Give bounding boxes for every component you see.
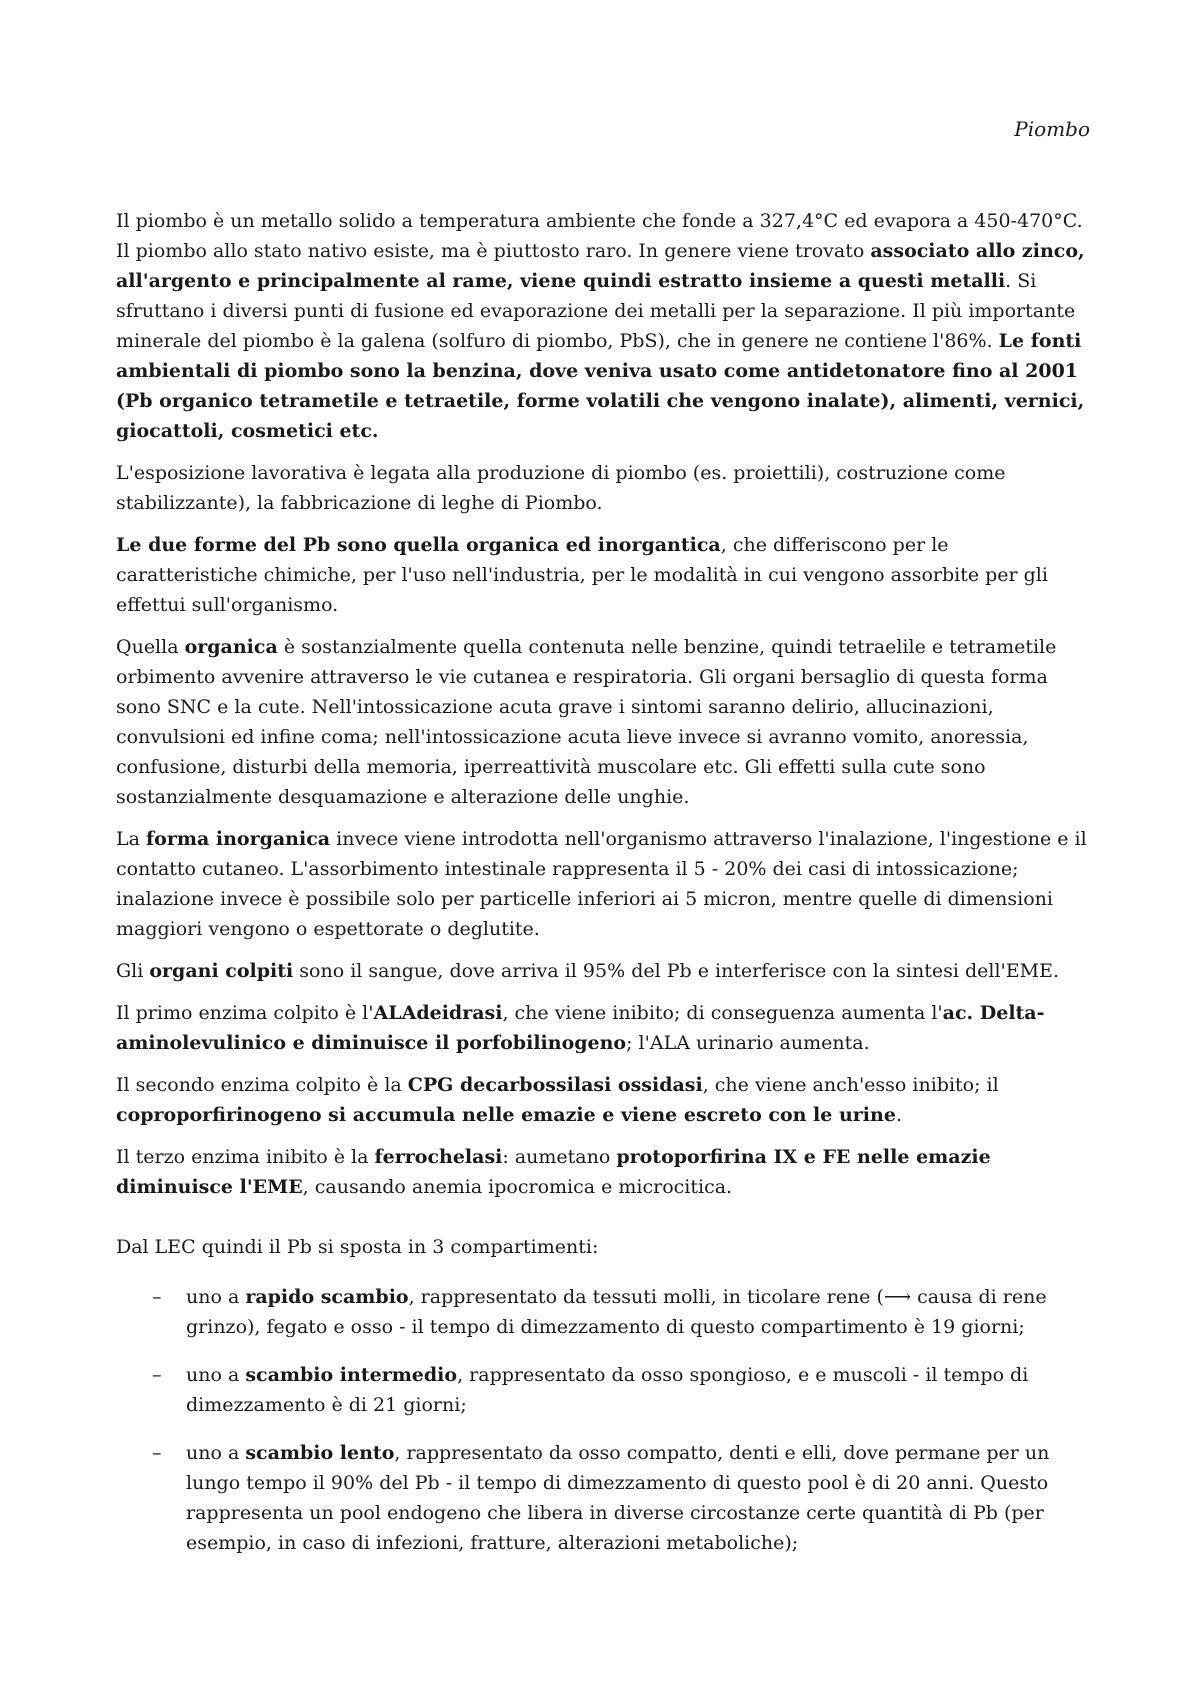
text-run: , causando anemia ipocromica e microcitica.	[302, 1176, 733, 1198]
paragraph-second-enzyme	[116, 1070, 1096, 1130]
bold-run: scambio intermedio	[245, 1364, 458, 1386]
document-body	[116, 206, 1096, 1576]
text-run: invece viene introdotta nell'organismo attraverso l'inalazione, l'ingestione e il contatto cutaneo. L'assorbimento intestinale rappresenta il 5 - 20% dei casi di intossicazione; inalazione invece è possibile solo per particelle inferiori ai 5 micron, mentre quelle di dimensioni maggiori vengono o espettorate o deglutite.	[116, 828, 1087, 940]
paragraph-first-enzyme	[116, 998, 1096, 1058]
text-run: Il piombo è un metallo solido a temperatura ambiente che fonde a 327,4°C ed evapora a 450-470°C. Il piombo allo stato nativo esiste, ma è piuttosto raro. In genere viene trovato	[116, 210, 1083, 262]
paragraph-intro	[116, 206, 1096, 446]
bold-run: rapido scambio	[245, 1286, 409, 1308]
bold-run: ALAdeidrasi	[373, 1002, 503, 1024]
list-item	[116, 1282, 1096, 1342]
bold-run: protoporfirina IX e FE nelle emazie diminuisce l'EME	[116, 1146, 991, 1198]
list-item	[116, 1360, 1096, 1420]
text-run: : aumetano	[502, 1146, 617, 1168]
text-run: , che differiscono per le caratteristiche chimiche, per l'uso nell'industria, per le modalità in cui vengono assorbite per gli effettui sull'organismo.	[116, 534, 1048, 616]
bold-run: scambio lento	[245, 1442, 395, 1464]
bold-run: CPG decarbossilasi ossidasi	[407, 1074, 703, 1096]
text-run: Quella	[116, 636, 185, 658]
text-run: , rappresentato da osso compatto, denti e elli, dove permane per un lungo tempo il 90% del Pb - il tempo di dimezzamento di questo pool è di 20 anni. Questo rappresenta un pool endogeno che libera in diverse circostanze certe quantità di Pb (per esempio, in caso di infezioni, fratture, alterazioni metaboliche);	[186, 1442, 1050, 1554]
text-run: sono il sangue, dove arriva il 95% del Pb e interferisce con la sintesi dell'EME.	[293, 960, 1059, 982]
bold-run: organica	[184, 636, 278, 658]
bold-run: associato allo zinco, all'argento e principalmente al rame, viene quindi estratto insieme a questi metalli	[116, 240, 1085, 292]
list-bullet: –	[152, 1286, 162, 1308]
text-run: , rappresentato da tessuti molli, in ticolare rene (⟶ causa di rene grinzo), fegato e osso - il tempo di dimezzamento di questo compartimento è 19 giorni;	[186, 1286, 1047, 1338]
text-run: è sostanzialmente quella contenuta nelle benzine, quindi tetraelile e tetrametile orbimento avvenire attraverso le vie cutanea e respiratoria. Gli organi bersaglio di questa forma sono SNC e la cute. Nell'intossicazione acuta grave i sintomi saranno delirio, allucinazioni, convulsioni ed infine coma; nell'intossicazione acuta lieve invece si avranno vomito, anoressia, confusione, disturbi della memoria, iperreattività muscolare etc. Gli effetti sulla cute sono sostanzialmente desquamazione e alterazione delle unghie.	[116, 636, 1057, 808]
text-run: L'esposizione lavorativa è legata alla produzione di piombo (es. proiettili), costruzione come stabilizzante), la fabbricazione di leghe di Piombo.	[116, 462, 1006, 514]
bold-run: Le due forme del Pb sono quella organica ed inorgantica	[116, 534, 721, 556]
bold-run: ac. Delta-aminolevulinico e diminuisce il porfobilinogeno	[116, 1002, 1045, 1054]
text-run: uno a	[186, 1286, 246, 1308]
paragraph-third-enzyme	[116, 1142, 1096, 1202]
text-run: , che viene inibito; di conseguenza aumenta l'	[502, 1002, 943, 1024]
paragraph-two-forms	[116, 530, 1096, 620]
paragraph-inorganic-form	[116, 824, 1096, 944]
paragraph-compartments-intro	[116, 1232, 1096, 1262]
paragraph-organs	[116, 956, 1096, 986]
page-header-title: Piombo	[1014, 117, 1090, 141]
text-run: . Si sfruttano i diversi punti di fusione ed evaporazione dei metalli per la separazione. Il più importante minerale del piombo è la galena (solfuro di piombo, PbS), che in genere ne contiene l'86%.	[116, 270, 1076, 352]
text-run: Dal LEC quindi il Pb si sposta in 3 compartimenti:	[116, 1236, 599, 1258]
text-run: , che viene anch'esso inibito; il	[702, 1074, 999, 1096]
spacer	[116, 1214, 1096, 1232]
text-run: , rappresentato da osso spongioso, e e muscoli - il tempo di dimezzamento è di 21 giorni;	[186, 1364, 1029, 1416]
text-run: La	[116, 828, 146, 850]
list-bullet: –	[152, 1442, 162, 1464]
text-run: uno a	[186, 1364, 246, 1386]
list-item	[116, 1438, 1096, 1558]
text-run: ; l'ALA urinario aumenta.	[626, 1032, 870, 1054]
compartments-list	[116, 1282, 1096, 1558]
bold-run: forma inorganica	[145, 828, 331, 850]
paragraph-occupational-exposure	[116, 458, 1096, 518]
text-run: .	[895, 1104, 902, 1126]
bold-run: organi colpiti	[149, 960, 294, 982]
text-run: uno a	[186, 1442, 246, 1464]
paragraph-organic-form	[116, 632, 1096, 812]
list-bullet: –	[152, 1364, 162, 1386]
text-run: Il primo enzima colpito è l'	[116, 1002, 374, 1024]
bold-run: coproporfirinogeno si accumula nelle emazie e viene escreto con le urine	[116, 1104, 896, 1126]
text-run: Il secondo enzima colpito è la	[116, 1074, 408, 1096]
text-run: Gli	[116, 960, 150, 982]
bold-run: Le fonti ambientali di piombo sono la benzina, dove veniva usato come antidetonatore fino al 2001 (Pb organico tetrametile e tetraetile, forme volatili che vengono inalate), alimenti, vernici, giocattoli, cosmetici etc.	[116, 330, 1085, 442]
text-run: Il terzo enzima inibito è la	[116, 1146, 375, 1168]
bold-run: ferrochelasi	[374, 1146, 503, 1168]
